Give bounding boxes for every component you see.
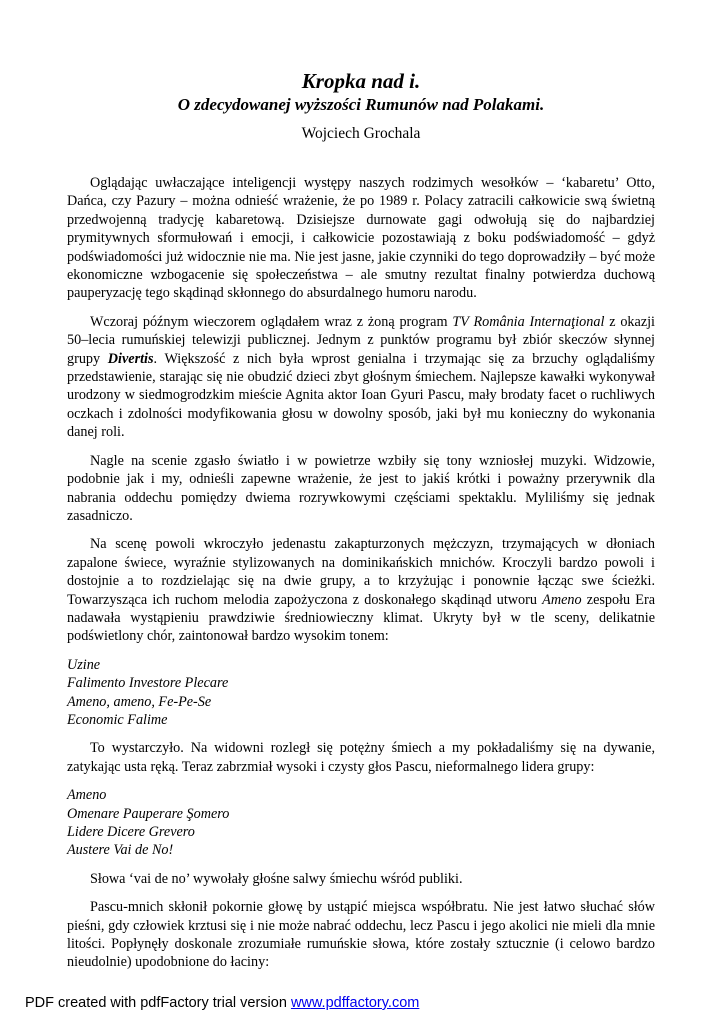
paragraph-7: Pascu-mnich skłonił pokornie głowę by ustąpić miejsca współbratu. Nie jest łatwo słuchać słów pieśni, gdy człowiek krztusi się i nie może nabrać oddechu, lecz Pascu i jego akolici nie mieli dla mnie litości. Popłynęły doskonale zrozumiałe rumuńskie słowa, które zostały sztucznie (i celowo bardzo nieudolnie) upodobnione do łaciny:: [67, 899, 655, 971]
footer-text: PDF created with pdfFactory trial version: [25, 995, 291, 1011]
verse-line: Ameno, ameno, Fe-Pe-Se: [67, 693, 212, 710]
verse-line: Omenare Pauperare Şomero: [67, 805, 230, 822]
paragraph-4: [67, 535, 655, 645]
verse-line: Lidere Dicere Grevero: [67, 824, 195, 840]
paragraph-4-text-b: zespołu Era nadawała wystąpieniu prawdziwie średniowieczny klimat. Ukryty był w tle sceny, delikatnie podświetlony chór, zaintonował bardzo wysokim tonem:: [67, 591, 655, 645]
verse-line: Ameno: [67, 787, 107, 804]
paragraph-6: Słowa ‘vai de no’ wywołały głośne salwy śmiechu wśród publiki.: [90, 870, 463, 887]
verse-line: Economic Falime: [67, 711, 168, 728]
group-name-divertis: Divertis: [107, 350, 154, 367]
author-name: Wojciech Grochala: [301, 125, 421, 142]
song-name-ameno: Ameno: [542, 591, 582, 608]
tv-program-name: TV România Internaţional: [452, 313, 605, 330]
document-title: Kropka nad i.: [301, 69, 421, 93]
paragraph-2-text-c: . Większość z nich była wprost genialna i trzymając się za brzuchy oglądaliśmy przedstawienie, starając się nie obudzić dzieci zbyt głośnym śmiechem. Najlepsze kawałki wykonywał urodzony w siedmogrodzkim mieście Agnita aktor Ioan Gyuri Pascu, mały brodaty facet o ruchliwych oczkach i zdolności modyfikowania głosu w dowolny sposób, jaki był mu konieczny do wykonania danej roli.: [67, 350, 655, 441]
verse-block-1: [67, 656, 655, 730]
document-subtitle: O zdecydowanej wyższości Rumunów nad Polakami.: [177, 95, 545, 114]
document-page: [67, 68, 655, 982]
paragraph-1: Oglądając uwłaczające inteligencji występy naszych rodzimych wesołków – ‘kabaretu’ Otto, Dańca, czy Pazury – można odnieść wrażenie, że po 1989 r. Polacy zatracili całkowicie swą świetną przedwojenną tradycję kabaretową. Dzisiejsze durnowate gagi odwołują się do najbardziej prymitywnych sformułowań i emocji, i całkowicie pozostawiają z boku podświadomość – gdyż podświadomości już widocznie nie ma. Nie jest jasne, jakie czynniki do tego doprowadziły – być może ekonomiczne wzbogacenie się społeczeństwa – ale smutny rezultat finalny potwierdza duchową pauperyzację tego skądinąd skłonnego do absurdalnego humoru narodu.: [67, 175, 655, 302]
paragraph-2: [67, 313, 655, 442]
paragraph-3: Nagle na scenie zgasło światło i w powietrze wzbiły się tony wzniosłej muzyki. Widzowie, podobnie jak i my, odnieśli zapewne wrażenie, że jest to jakiś krótki i poważny przerywnik dla nabrania oddechu pomiędzy dwiema rozrywkowymi częściami spektaklu. Myliliśmy się jednak zasadniczo.: [67, 452, 655, 524]
pdf-footer: [25, 995, 419, 1011]
verse-block-2: [67, 786, 655, 860]
verse-line: Falimento Investore Plecare: [67, 675, 229, 692]
paragraph-2-text-b: z okazji 50–lecia rumuńskiej telewizji publicznej. Jednym z punktów programu był zbiór skeczów słynnej grupy: [67, 313, 655, 367]
verse-line: Austere Vai de No!: [67, 842, 174, 859]
paragraph-4-text-a: Na scenę powoli wkroczyło jedenastu zakapturzonych mężczyzn, trzymających w dłoniach zapalone świece, wyraźnie stylizowanych na dominikańskich mnichów. Kroczyli bardzo powoli i dostojnie a to rozdzielając się na dwie grupy, a to krzyżując i ponownie łącząc swe ścieżki. Towarzysząca ich ruchom melodia zapożyczona z doskonałego skądinąd utworu: [67, 536, 655, 608]
paragraph-2-text-a: Wczoraj późnym wieczorem oglądałem wraz z żoną program: [90, 313, 453, 330]
verse-line: Uzine: [67, 656, 101, 673]
paragraph-5: To wystarczyło. Na widowni rozległ się potężny śmiech a my pokładaliśmy się na dywanie, zatykając usta ręką. Teraz zabrzmiał wysoki i czysty głos Pascu, nieformalnego lidera grupy:: [67, 740, 655, 775]
article-body: [67, 174, 655, 972]
pdffactory-link[interactable]: www.pdffactory.com: [290, 995, 420, 1011]
